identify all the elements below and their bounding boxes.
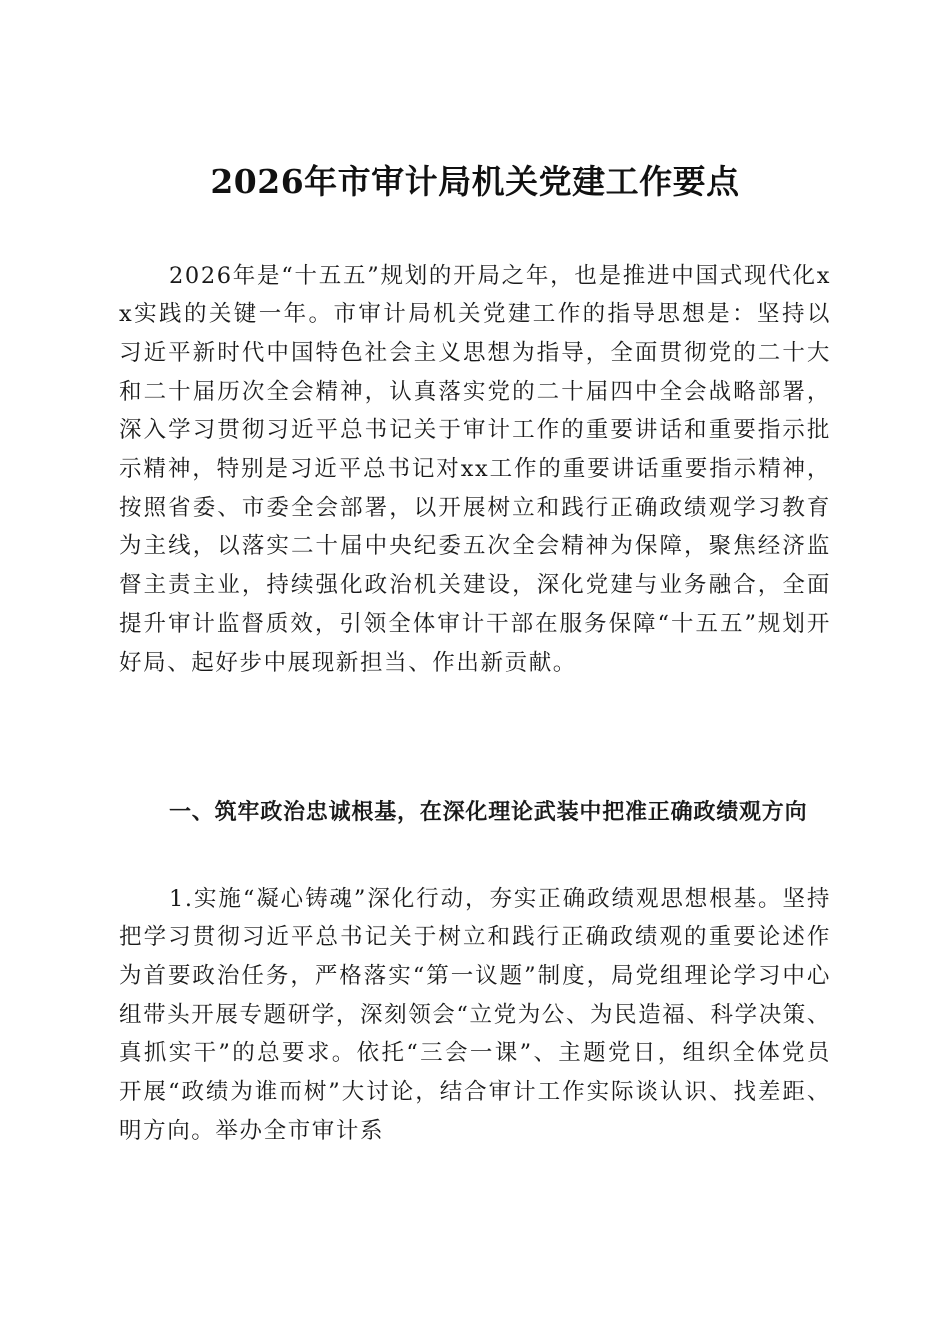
section-heading: 一、筑牢政治忠诚根基，在深化理论武装中把准正确政绩观方向 [169,800,808,825]
item-paragraph: 1.实施“凝心铸魂”深化行动，夯实正确政绩观思想根基。坚持把学习贯彻习近平总书记关于树立和践行正确政绩观的重要论述作为首要政治任务，严格落实“第一议题”制度，局党组理论学习中心组带头开展专题研学，深刻领会“立党为公、为民造福、科学决策、真抓实干”的总要求。依托“三会一课”、主题党日，组织全体党员开展“政绩为谁而树”大讨论，结合审计工作实际谈认识、找差距、明方向。举办全市审计系 [119,885,832,1144]
document-title: 2026年市审计局机关党建工作要点 [210,162,740,202]
intro-paragraph: 2026年是“十五五”规划的开局之年，也是推进中国式现代化xx实践的关键一年。市审计局机关党建工作的指导思想是：坚持以习近平新时代中国特色社会主义思想为指导，全面贯彻党的二十大和二十届历次全会精神，认真落实党的二十届四中全会战略部署，深入学习贯彻习近平总书记关于审计工作的重要讲话和重要指示批示精神，特别是习近平总书记对xx工作的重要讲话重要指示精神，按照省委、市委全会部署，以开展树立和践行正确政绩观学习教育为主线，以落实二十届中央纪委五次全会精神为保障，聚焦经济监督主责主业，持续强化政治机关建设，深化党建与业务融合，全面提升审计监督质效，引领全体审计干部在服务保障“十五五”规划开好局、起好步中展现新担当、作出新贡献。 [119,262,831,676]
